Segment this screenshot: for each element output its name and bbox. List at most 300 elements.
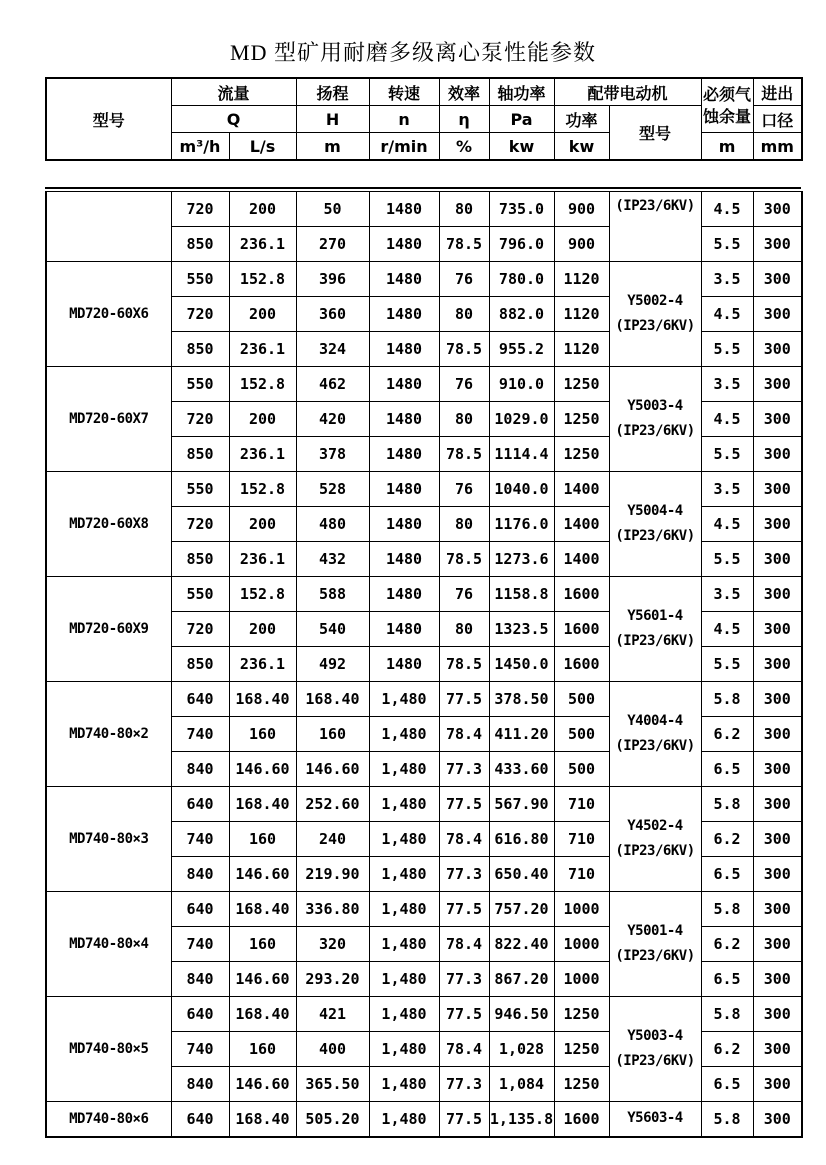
header-motor: 配带电动机: [554, 78, 701, 106]
table-row: [46, 787, 802, 822]
speed-cell: 1480: [369, 332, 439, 367]
page-title: MD 型矿用耐磨多级离心泵性能参数: [230, 40, 596, 65]
efficiency-cell: 77.5: [439, 682, 489, 717]
shaft-power-cell: 567.90: [489, 787, 554, 822]
flow-ls-cell: 152.8: [229, 367, 296, 402]
speed-cell: 1480: [369, 437, 439, 472]
shaft-power-cell: 1450.0: [489, 647, 554, 682]
head-cell: 320: [296, 927, 369, 962]
flow-ls-cell: 146.60: [229, 1067, 296, 1102]
head-cell: 240: [296, 822, 369, 857]
flow-m3h-cell: 850: [171, 542, 229, 577]
motor-power-cell: 1250: [554, 997, 609, 1032]
port-cell: 300: [753, 577, 802, 612]
motor-power-cell: 500: [554, 717, 609, 752]
port-cell: 300: [753, 962, 802, 997]
head-cell: 168.40: [296, 682, 369, 717]
shaft-power-cell: 910.0: [489, 367, 554, 402]
motor-model-cell: [609, 192, 701, 262]
port-cell: 300: [753, 437, 802, 472]
header-shaft-power-symbol: Pa: [489, 106, 554, 133]
efficiency-cell: 78.5: [439, 437, 489, 472]
flow-ls-cell: 200: [229, 297, 296, 332]
motor-power-cell: 1400: [554, 542, 609, 577]
flow-ls-cell: 146.60: [229, 962, 296, 997]
motor-model-line: Y5003-4: [627, 398, 683, 415]
header-motor-power-unit: kw: [554, 133, 609, 161]
table-row: [46, 472, 802, 507]
speed-cell: 1,480: [369, 752, 439, 787]
flow-m3h-cell: 740: [171, 717, 229, 752]
npsh-cell: 5.8: [701, 997, 753, 1032]
flow-m3h-cell: 840: [171, 857, 229, 892]
performance-table-body: [46, 192, 802, 1138]
motor-power-cell: 1000: [554, 892, 609, 927]
efficiency-cell: 77.5: [439, 892, 489, 927]
efficiency-cell: 77.3: [439, 857, 489, 892]
flow-ls-cell: 168.40: [229, 997, 296, 1032]
motor-power-cell: 1400: [554, 507, 609, 542]
speed-cell: 1,480: [369, 962, 439, 997]
header-npsh-line2: 蚀余量: [703, 106, 752, 126]
motor-model-line: (IP23/6KV): [615, 198, 695, 214]
efficiency-cell: 80: [439, 612, 489, 647]
head-cell: 50: [296, 192, 369, 227]
head-cell: 336.80: [296, 892, 369, 927]
head-cell: 528: [296, 472, 369, 507]
motor-model-cell: [609, 577, 701, 682]
header-npsh: [701, 78, 753, 133]
header-shaft-power: 轴功率: [489, 78, 554, 106]
flow-m3h-cell: 840: [171, 1067, 229, 1102]
port-cell: 300: [753, 1067, 802, 1102]
npsh-cell: 6.2: [701, 1032, 753, 1067]
port-cell: 300: [753, 262, 802, 297]
motor-power-cell: 1250: [554, 437, 609, 472]
flow-ls-cell: 200: [229, 402, 296, 437]
speed-cell: 1,480: [369, 927, 439, 962]
efficiency-cell: 80: [439, 402, 489, 437]
pump-model-cell: MD740-80×3: [46, 787, 171, 892]
speed-cell: 1480: [369, 297, 439, 332]
efficiency-cell: 78.5: [439, 332, 489, 367]
efficiency-cell: 77.5: [439, 997, 489, 1032]
flow-m3h-cell: 850: [171, 437, 229, 472]
motor-power-cell: 900: [554, 227, 609, 262]
speed-cell: 1,480: [369, 682, 439, 717]
motor-power-cell: 710: [554, 822, 609, 857]
head-cell: 588: [296, 577, 369, 612]
flow-ls-cell: 146.60: [229, 857, 296, 892]
efficiency-cell: 78.5: [439, 647, 489, 682]
efficiency-cell: 78.4: [439, 822, 489, 857]
port-cell: 300: [753, 787, 802, 822]
flow-m3h-cell: 640: [171, 892, 229, 927]
port-cell: 300: [753, 332, 802, 367]
motor-power-cell: 1250: [554, 1032, 609, 1067]
pump-model-cell: MD740-80×4: [46, 892, 171, 997]
header-efficiency-symbol: η: [439, 106, 489, 133]
motor-model-line: (IP23/6KV): [615, 422, 695, 439]
npsh-cell: 6.2: [701, 822, 753, 857]
table-row: [46, 997, 802, 1032]
shaft-power-cell: 650.40: [489, 857, 554, 892]
table-row: [46, 1102, 802, 1138]
header-head-symbol: H: [296, 106, 369, 133]
flow-m3h-cell: 550: [171, 367, 229, 402]
npsh-cell: 4.5: [701, 507, 753, 542]
port-cell: 300: [753, 717, 802, 752]
flow-m3h-cell: 550: [171, 577, 229, 612]
efficiency-cell: 80: [439, 192, 489, 227]
motor-power-cell: 1120: [554, 262, 609, 297]
header-table: [45, 77, 803, 161]
flow-ls-cell: 200: [229, 612, 296, 647]
speed-cell: 1,480: [369, 717, 439, 752]
flow-ls-cell: 152.8: [229, 262, 296, 297]
pump-model-cell: MD740-80×6: [46, 1102, 171, 1138]
head-cell: 360: [296, 297, 369, 332]
flow-ls-cell: 168.40: [229, 892, 296, 927]
flow-ls-cell: 152.8: [229, 472, 296, 507]
shaft-power-cell: 867.20: [489, 962, 554, 997]
motor-power-cell: 1250: [554, 1067, 609, 1102]
npsh-cell: 5.8: [701, 892, 753, 927]
pump-model-cell: MD720-60X7: [46, 367, 171, 472]
flow-m3h-cell: 740: [171, 927, 229, 962]
npsh-cell: 4.5: [701, 612, 753, 647]
motor-model-line: Y5003-4: [627, 1028, 683, 1045]
flow-m3h-cell: 720: [171, 507, 229, 542]
header-efficiency: 效率: [439, 78, 489, 106]
header-motor-model: 型号: [609, 106, 701, 161]
flow-m3h-cell: 640: [171, 1102, 229, 1138]
flow-m3h-cell: 740: [171, 1032, 229, 1067]
efficiency-cell: 77.3: [439, 1067, 489, 1102]
flow-ls-cell: 236.1: [229, 227, 296, 262]
header-npsh-unit: m: [701, 133, 753, 161]
flow-ls-cell: 200: [229, 507, 296, 542]
shaft-power-cell: 1,028: [489, 1032, 554, 1067]
head-cell: 400: [296, 1032, 369, 1067]
motor-model-cell: [609, 787, 701, 892]
motor-power-cell: 1120: [554, 297, 609, 332]
data-table-wrapper: [45, 187, 801, 1138]
npsh-cell: 5.5: [701, 647, 753, 682]
port-cell: 300: [753, 612, 802, 647]
header-speed: 转速: [369, 78, 439, 106]
motor-model-cell: [609, 997, 701, 1102]
motor-model-line: (IP23/6KV): [615, 527, 695, 544]
flow-ls-cell: 236.1: [229, 332, 296, 367]
head-cell: 293.20: [296, 962, 369, 997]
motor-power-cell: 1600: [554, 612, 609, 647]
speed-cell: 1480: [369, 472, 439, 507]
npsh-cell: 5.5: [701, 227, 753, 262]
tables-area: [45, 77, 801, 1138]
flow-ls-cell: 168.40: [229, 1102, 296, 1138]
head-cell: 378: [296, 437, 369, 472]
port-cell: 300: [753, 1102, 802, 1138]
header-port-line1: 进出: [753, 78, 802, 106]
npsh-cell: 6.5: [701, 962, 753, 997]
npsh-cell: 5.5: [701, 542, 753, 577]
shaft-power-cell: 1114.4: [489, 437, 554, 472]
motor-model-line: Y5004-4: [627, 503, 683, 520]
port-cell: 300: [753, 647, 802, 682]
flow-m3h-cell: 720: [171, 192, 229, 227]
header-npsh-line1: 必须气: [703, 84, 752, 104]
flow-m3h-cell: 640: [171, 997, 229, 1032]
flow-m3h-cell: 720: [171, 297, 229, 332]
motor-model-line: Y5603-4: [627, 1110, 683, 1127]
flow-ls-cell: 160: [229, 1032, 296, 1067]
flow-m3h-cell: 550: [171, 472, 229, 507]
speed-cell: 1480: [369, 612, 439, 647]
head-cell: 252.60: [296, 787, 369, 822]
flow-m3h-cell: 850: [171, 332, 229, 367]
head-cell: 462: [296, 367, 369, 402]
efficiency-cell: 77.5: [439, 1102, 489, 1138]
header-flow: 流量: [171, 78, 296, 106]
efficiency-cell: 78.4: [439, 717, 489, 752]
shaft-power-cell: 616.80: [489, 822, 554, 857]
shaft-power-cell: 433.60: [489, 752, 554, 787]
motor-model-line: Y5601-4: [627, 608, 683, 625]
flow-m3h-cell: 850: [171, 227, 229, 262]
efficiency-cell: 76: [439, 367, 489, 402]
port-cell: 300: [753, 402, 802, 437]
port-cell: 300: [753, 927, 802, 962]
port-cell: 300: [753, 682, 802, 717]
motor-power-cell: 1400: [554, 472, 609, 507]
table-row: [46, 577, 802, 612]
head-cell: 432: [296, 542, 369, 577]
flow-m3h-cell: 840: [171, 752, 229, 787]
pump-model-cell: MD740-80×2: [46, 682, 171, 787]
header-shaft-power-unit: kw: [489, 133, 554, 161]
motor-model-line: (IP23/6KV): [615, 317, 695, 334]
flow-ls-cell: 160: [229, 717, 296, 752]
motor-model-cell: [609, 367, 701, 472]
table-row: [46, 682, 802, 717]
shaft-power-cell: 378.50: [489, 682, 554, 717]
head-cell: 492: [296, 647, 369, 682]
port-cell: 300: [753, 297, 802, 332]
efficiency-cell: 77.3: [439, 962, 489, 997]
motor-power-cell: 1600: [554, 1102, 609, 1138]
flow-m3h-cell: 550: [171, 262, 229, 297]
npsh-cell: 6.5: [701, 1067, 753, 1102]
speed-cell: 1,480: [369, 857, 439, 892]
npsh-cell: 5.5: [701, 332, 753, 367]
flow-m3h-cell: 840: [171, 962, 229, 997]
speed-cell: 1480: [369, 192, 439, 227]
motor-power-cell: 1600: [554, 647, 609, 682]
npsh-cell: 6.2: [701, 927, 753, 962]
motor-model-line: Y4004-4: [627, 713, 683, 730]
npsh-cell: 6.2: [701, 717, 753, 752]
motor-model-line: Y4502-4: [627, 818, 683, 835]
port-cell: 300: [753, 367, 802, 402]
flow-ls-cell: 200: [229, 192, 296, 227]
motor-power-cell: 1120: [554, 332, 609, 367]
header-flow-symbol: Q: [171, 106, 296, 133]
npsh-cell: 6.5: [701, 857, 753, 892]
pump-model-cell: MD720-60X9: [46, 577, 171, 682]
npsh-cell: 4.5: [701, 297, 753, 332]
pump-model-cell: MD720-60X8: [46, 472, 171, 577]
speed-cell: 1,480: [369, 1032, 439, 1067]
shaft-power-cell: 757.20: [489, 892, 554, 927]
shaft-power-cell: 1040.0: [489, 472, 554, 507]
speed-cell: 1480: [369, 262, 439, 297]
port-cell: 300: [753, 752, 802, 787]
head-cell: 505.20: [296, 1102, 369, 1138]
port-cell: 300: [753, 822, 802, 857]
efficiency-cell: 78.5: [439, 542, 489, 577]
speed-cell: 1480: [369, 577, 439, 612]
motor-model-line: (IP23/6KV): [615, 842, 695, 859]
port-cell: 300: [753, 192, 802, 227]
header-efficiency-unit: %: [439, 133, 489, 161]
speed-cell: 1480: [369, 507, 439, 542]
port-cell: 300: [753, 892, 802, 927]
pump-model-cell: [46, 192, 171, 262]
shaft-power-cell: 780.0: [489, 262, 554, 297]
table-row: [46, 262, 802, 297]
motor-model-line: Y5002-4: [627, 293, 683, 310]
head-cell: 420: [296, 402, 369, 437]
port-cell: 300: [753, 542, 802, 577]
flow-ls-cell: 168.40: [229, 787, 296, 822]
shaft-power-cell: 1176.0: [489, 507, 554, 542]
motor-power-cell: 710: [554, 857, 609, 892]
shaft-power-cell: 735.0: [489, 192, 554, 227]
motor-model-cell: [609, 472, 701, 577]
head-cell: 160: [296, 717, 369, 752]
header-port-unit: mm: [753, 133, 802, 161]
npsh-cell: 3.5: [701, 262, 753, 297]
shaft-power-cell: 1,084: [489, 1067, 554, 1102]
npsh-cell: 6.5: [701, 752, 753, 787]
header-pump-model: 型号: [46, 78, 171, 160]
header-motor-power: 功率: [554, 106, 609, 133]
efficiency-cell: 80: [439, 297, 489, 332]
efficiency-cell: 76: [439, 472, 489, 507]
npsh-cell: 5.5: [701, 437, 753, 472]
shaft-power-cell: 882.0: [489, 297, 554, 332]
head-cell: 480: [296, 507, 369, 542]
flow-ls-cell: 236.1: [229, 437, 296, 472]
motor-power-cell: 900: [554, 192, 609, 227]
performance-table: [45, 191, 803, 1138]
flow-ls-cell: 236.1: [229, 647, 296, 682]
motor-power-cell: 500: [554, 682, 609, 717]
motor-power-cell: 1000: [554, 927, 609, 962]
shaft-power-cell: 955.2: [489, 332, 554, 367]
head-cell: 219.90: [296, 857, 369, 892]
motor-model-line: (IP23/6KV): [615, 737, 695, 754]
speed-cell: 1480: [369, 647, 439, 682]
flow-m3h-cell: 720: [171, 402, 229, 437]
shaft-power-cell: 411.20: [489, 717, 554, 752]
port-cell: 300: [753, 472, 802, 507]
header-speed-unit: r/min: [369, 133, 439, 161]
flow-ls-cell: 160: [229, 822, 296, 857]
shaft-power-cell: 1029.0: [489, 402, 554, 437]
speed-cell: 1,480: [369, 1102, 439, 1138]
header-speed-symbol: n: [369, 106, 439, 133]
table-row: [46, 892, 802, 927]
motor-model-cell: [609, 682, 701, 787]
pump-model-cell: MD720-60X6: [46, 262, 171, 367]
efficiency-cell: 78.4: [439, 1032, 489, 1067]
header-head: 扬程: [296, 78, 369, 106]
motor-model-line: (IP23/6KV): [615, 632, 695, 649]
efficiency-cell: 77.3: [439, 752, 489, 787]
motor-model-line: Y5001-4: [627, 923, 683, 940]
motor-power-cell: 1250: [554, 402, 609, 437]
motor-model-line: (IP23/6KV): [615, 1052, 695, 1069]
head-cell: 146.60: [296, 752, 369, 787]
pump-model-cell: MD740-80×5: [46, 997, 171, 1102]
npsh-cell: 5.8: [701, 682, 753, 717]
port-cell: 300: [753, 857, 802, 892]
speed-cell: 1,480: [369, 1067, 439, 1102]
motor-model-cell: [609, 892, 701, 997]
shaft-power-cell: 1158.8: [489, 577, 554, 612]
efficiency-cell: 76: [439, 577, 489, 612]
head-cell: 540: [296, 612, 369, 647]
head-cell: 365.50: [296, 1067, 369, 1102]
motor-power-cell: 1600: [554, 577, 609, 612]
speed-cell: 1,480: [369, 787, 439, 822]
head-cell: 421: [296, 997, 369, 1032]
shaft-power-cell: 1273.6: [489, 542, 554, 577]
speed-cell: 1,480: [369, 892, 439, 927]
shaft-power-cell: 1323.5: [489, 612, 554, 647]
shaft-power-cell: 796.0: [489, 227, 554, 262]
npsh-cell: 3.5: [701, 472, 753, 507]
head-cell: 324: [296, 332, 369, 367]
motor-power-cell: 500: [554, 752, 609, 787]
motor-power-cell: 710: [554, 787, 609, 822]
npsh-cell: 5.8: [701, 1102, 753, 1138]
motor-model-line: (IP23/6KV): [615, 947, 695, 964]
efficiency-cell: 78.4: [439, 927, 489, 962]
shaft-power-cell: 946.50: [489, 997, 554, 1032]
efficiency-cell: 80: [439, 507, 489, 542]
npsh-cell: 3.5: [701, 577, 753, 612]
speed-cell: 1,480: [369, 822, 439, 857]
flow-ls-cell: 146.60: [229, 752, 296, 787]
header-row-1: [46, 78, 802, 106]
header-flow-unit-ls: L/s: [229, 133, 296, 161]
flow-m3h-cell: 640: [171, 787, 229, 822]
table-row: [46, 367, 802, 402]
speed-cell: 1480: [369, 367, 439, 402]
header-port-line2: 口径: [753, 106, 802, 133]
flow-ls-cell: 168.40: [229, 682, 296, 717]
speed-cell: 1,480: [369, 997, 439, 1032]
speed-cell: 1480: [369, 227, 439, 262]
flow-m3h-cell: 720: [171, 612, 229, 647]
motor-power-cell: 1250: [554, 367, 609, 402]
motor-power-cell: 1000: [554, 962, 609, 997]
motor-model-cell: [609, 1102, 701, 1138]
npsh-cell: 4.5: [701, 402, 753, 437]
